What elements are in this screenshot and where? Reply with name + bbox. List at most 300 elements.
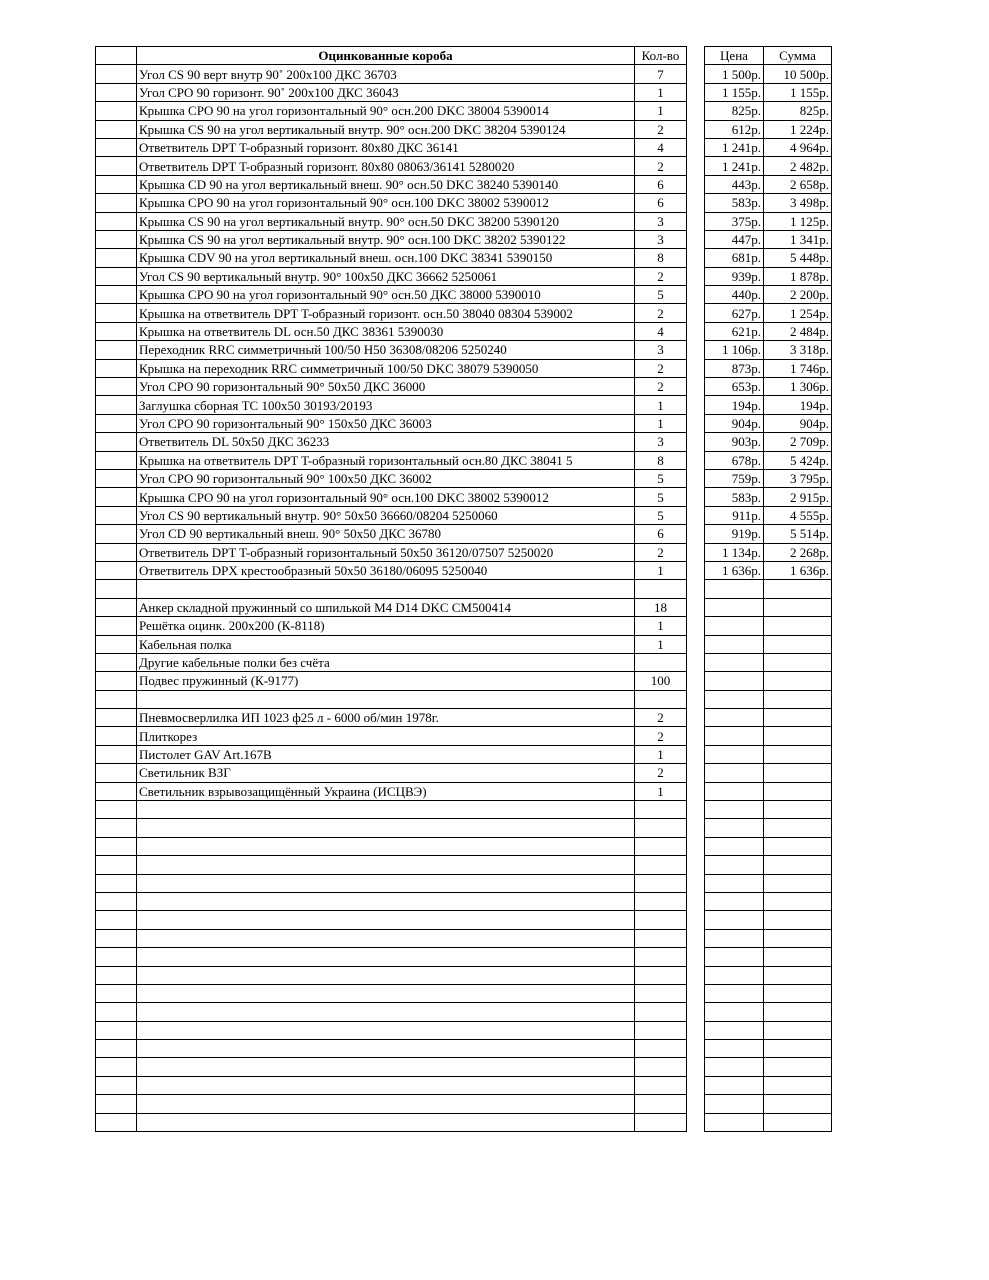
item-qty-cell[interactable] [635, 948, 687, 966]
item-name-cell[interactable]: Угол CS 90 верт внутр 90˚ 200х100 ДКС 36703 [137, 65, 635, 83]
item-name-cell[interactable]: Светильник ВЗГ [137, 764, 635, 782]
row-number-cell[interactable] [96, 1021, 137, 1039]
column-header-qty[interactable]: Кол-во [635, 47, 687, 65]
item-sum-cell[interactable]: 5 424р. [764, 451, 832, 469]
item-price-cell[interactable] [705, 1058, 764, 1076]
item-name-cell[interactable]: Угол CS 90 вертикальный внутр. 90° 100х50 ДКС 36662 5250061 [137, 267, 635, 285]
item-qty-cell[interactable]: 2 [635, 709, 687, 727]
row-number-cell[interactable] [96, 929, 137, 947]
row-number-cell[interactable] [96, 837, 137, 855]
table-row [96, 690, 687, 708]
row-number-cell[interactable] [96, 249, 137, 267]
item-price-cell[interactable] [705, 929, 764, 947]
item-sum-cell[interactable]: 3 795р. [764, 469, 832, 487]
row-number-cell[interactable] [96, 359, 137, 377]
item-sum-cell[interactable] [764, 617, 832, 635]
item-qty-cell[interactable] [635, 1040, 687, 1058]
item-sum-cell[interactable]: 5 448р. [764, 249, 832, 267]
item-price-cell[interactable] [705, 598, 764, 616]
item-qty-cell[interactable] [635, 892, 687, 910]
row-number-cell[interactable] [96, 764, 137, 782]
item-price-cell[interactable]: 903р. [705, 433, 764, 451]
row-number-cell[interactable] [96, 745, 137, 763]
item-price-cell[interactable]: 1 134р. [705, 543, 764, 561]
item-sum-cell[interactable]: 1 125р. [764, 212, 832, 230]
item-price-cell[interactable]: 612р. [705, 120, 764, 138]
item-sum-cell[interactable] [764, 580, 832, 598]
item-qty-cell[interactable] [635, 653, 687, 671]
item-name-cell[interactable]: Ответвитель DPT T-образный горизонтальный 50х50 36120/07507 5250020 [137, 543, 635, 561]
item-name-cell[interactable] [137, 801, 635, 819]
row-number-cell[interactable] [96, 1040, 137, 1058]
row-number-cell[interactable] [96, 506, 137, 524]
item-price-cell[interactable]: 939р. [705, 267, 764, 285]
item-name-cell[interactable] [137, 948, 635, 966]
item-qty-cell[interactable]: 2 [635, 359, 687, 377]
table-row [96, 525, 687, 543]
item-name-cell[interactable] [137, 856, 635, 874]
item-qty-cell[interactable]: 4 [635, 138, 687, 156]
item-price-cell[interactable] [705, 782, 764, 800]
item-name-cell[interactable] [137, 1076, 635, 1094]
item-name-cell[interactable]: Решётка оцинк. 200х200 (К-8118) [137, 617, 635, 635]
row-number-cell[interactable] [96, 1003, 137, 1021]
item-qty-cell[interactable]: 8 [635, 249, 687, 267]
item-sum-cell[interactable] [764, 782, 832, 800]
item-price-cell[interactable]: 1 636р. [705, 561, 764, 579]
item-price-cell[interactable] [705, 911, 764, 929]
item-qty-cell[interactable]: 2 [635, 764, 687, 782]
item-price-cell[interactable] [705, 653, 764, 671]
item-price-cell[interactable] [705, 837, 764, 855]
row-number-cell[interactable] [96, 672, 137, 690]
item-price-cell[interactable] [705, 690, 764, 708]
item-price-cell[interactable]: 447р. [705, 230, 764, 248]
item-sum-cell[interactable] [764, 598, 832, 616]
item-price-cell[interactable]: 443р. [705, 175, 764, 193]
item-price-cell[interactable] [705, 984, 764, 1002]
item-name-cell[interactable]: Угол CPO 90 горизонтальный 90° 100х50 ДКС 36002 [137, 469, 635, 487]
item-name-cell[interactable] [137, 1040, 635, 1058]
item-price-cell[interactable]: 621р. [705, 322, 764, 340]
item-qty-cell[interactable] [635, 1113, 687, 1131]
row-number-cell[interactable] [96, 175, 137, 193]
item-qty-cell[interactable]: 5 [635, 506, 687, 524]
item-sum-cell[interactable]: 825р. [764, 102, 832, 120]
item-qty-cell[interactable]: 2 [635, 727, 687, 745]
item-qty-cell[interactable]: 1 [635, 102, 687, 120]
item-qty-cell[interactable]: 1 [635, 617, 687, 635]
item-name-cell[interactable]: Светильник взрывозащищённый Украина (ИСЦВЭ) [137, 782, 635, 800]
row-number-cell[interactable] [96, 1058, 137, 1076]
row-number-cell[interactable] [96, 488, 137, 506]
item-sum-cell[interactable] [764, 837, 832, 855]
row-number-cell[interactable] [96, 635, 137, 653]
row-number-cell[interactable] [96, 892, 137, 910]
item-price-cell[interactable] [705, 801, 764, 819]
item-price-cell[interactable] [705, 1003, 764, 1021]
item-price-cell[interactable] [705, 874, 764, 892]
item-sum-cell[interactable]: 1 636р. [764, 561, 832, 579]
row-number-cell[interactable] [96, 286, 137, 304]
item-sum-cell[interactable]: 10 500р. [764, 65, 832, 83]
row-number-cell[interactable] [96, 120, 137, 138]
item-price-cell[interactable]: 1 106р. [705, 341, 764, 359]
item-price-cell[interactable]: 653р. [705, 378, 764, 396]
row-number-cell[interactable] [96, 378, 137, 396]
item-qty-cell[interactable]: 8 [635, 451, 687, 469]
item-qty-cell[interactable]: 18 [635, 598, 687, 616]
item-qty-cell[interactable]: 2 [635, 120, 687, 138]
row-number-cell[interactable] [96, 267, 137, 285]
item-name-cell[interactable] [137, 1058, 635, 1076]
row-number-cell[interactable] [96, 948, 137, 966]
row-number-cell[interactable] [96, 690, 137, 708]
row-number-cell[interactable] [96, 1076, 137, 1094]
item-name-cell[interactable]: Крышка на ответвитель DL осн.50 ДКС 38361 5390030 [137, 322, 635, 340]
item-qty-cell[interactable] [635, 819, 687, 837]
item-price-cell[interactable]: 904р. [705, 414, 764, 432]
column-header-price[interactable]: Цена [705, 47, 764, 65]
item-sum-cell[interactable]: 3 498р. [764, 194, 832, 212]
row-number-cell[interactable] [96, 874, 137, 892]
item-name-cell[interactable]: Крышка CPO 90 на угол горизонтальный 90° осн.50 ДКС 38000 5390010 [137, 286, 635, 304]
item-sum-cell[interactable] [764, 653, 832, 671]
item-qty-cell[interactable]: 5 [635, 286, 687, 304]
item-name-cell[interactable]: Подвес пружинный (К-9177) [137, 672, 635, 690]
table-row [705, 175, 832, 193]
row-number-cell[interactable] [96, 414, 137, 432]
item-qty-cell[interactable] [635, 911, 687, 929]
item-price-cell[interactable] [705, 1076, 764, 1094]
item-qty-cell[interactable]: 6 [635, 525, 687, 543]
item-sum-cell[interactable] [764, 801, 832, 819]
item-qty-cell[interactable]: 1 [635, 745, 687, 763]
item-price-cell[interactable]: 759р. [705, 469, 764, 487]
item-price-cell[interactable]: 583р. [705, 488, 764, 506]
item-sum-cell[interactable] [764, 892, 832, 910]
item-name-cell[interactable]: Переходник RRC симметричный 100/50 H50 36308/08206 5250240 [137, 341, 635, 359]
item-price-cell[interactable] [705, 1095, 764, 1113]
item-sum-cell[interactable]: 2 482р. [764, 157, 832, 175]
item-qty-cell[interactable] [635, 874, 687, 892]
item-sum-cell[interactable] [764, 819, 832, 837]
item-qty-cell[interactable]: 2 [635, 304, 687, 322]
row-number-cell[interactable] [96, 1113, 137, 1131]
item-price-cell[interactable]: 440р. [705, 286, 764, 304]
item-sum-cell[interactable] [764, 1021, 832, 1039]
item-sum-cell[interactable] [764, 745, 832, 763]
column-header-name[interactable]: Оцинкованные короба [137, 47, 635, 65]
item-qty-cell[interactable]: 4 [635, 322, 687, 340]
item-price-cell[interactable] [705, 745, 764, 763]
row-number-cell[interactable] [96, 230, 137, 248]
item-qty-cell[interactable] [635, 690, 687, 708]
row-number-cell[interactable] [96, 83, 137, 101]
item-sum-cell[interactable]: 194р. [764, 396, 832, 414]
item-qty-cell[interactable] [635, 1021, 687, 1039]
item-name-cell[interactable]: Угол CS 90 вертикальный внутр. 90° 50х50 36660/08204 5250060 [137, 506, 635, 524]
item-qty-cell[interactable]: 3 [635, 212, 687, 230]
row-number-cell[interactable] [96, 396, 137, 414]
row-number-cell[interactable] [96, 819, 137, 837]
item-sum-cell[interactable]: 1 878р. [764, 267, 832, 285]
item-sum-cell[interactable] [764, 672, 832, 690]
row-number-cell[interactable] [96, 304, 137, 322]
item-sum-cell[interactable]: 4 964р. [764, 138, 832, 156]
item-sum-cell[interactable]: 4 555р. [764, 506, 832, 524]
item-name-cell[interactable] [137, 819, 635, 837]
item-price-cell[interactable]: 375р. [705, 212, 764, 230]
item-qty-cell[interactable]: 2 [635, 157, 687, 175]
item-qty-cell[interactable]: 5 [635, 488, 687, 506]
empty-row [96, 1113, 687, 1131]
item-price-cell[interactable] [705, 1021, 764, 1039]
item-qty-cell[interactable]: 3 [635, 341, 687, 359]
item-name-cell[interactable]: Крышка CD 90 на угол вертикальный внеш. 90° осн.50 DKC 38240 5390140 [137, 175, 635, 193]
row-number-cell[interactable] [96, 65, 137, 83]
item-price-cell[interactable] [705, 1113, 764, 1131]
item-qty-cell[interactable]: 1 [635, 396, 687, 414]
item-name-cell[interactable] [137, 911, 635, 929]
item-price-cell[interactable]: 678р. [705, 451, 764, 469]
item-price-cell[interactable]: 1 241р. [705, 138, 764, 156]
item-price-cell[interactable] [705, 727, 764, 745]
item-name-cell[interactable] [137, 837, 635, 855]
item-qty-cell[interactable] [635, 1076, 687, 1094]
item-sum-cell[interactable]: 1 746р. [764, 359, 832, 377]
item-sum-cell[interactable]: 2 200р. [764, 286, 832, 304]
item-name-cell[interactable]: Плиткорез [137, 727, 635, 745]
item-qty-cell[interactable]: 3 [635, 230, 687, 248]
item-name-cell[interactable]: Крышка на ответвитель DPT T-образный горизонтальный осн.80 ДКС 38041 5 [137, 451, 635, 469]
item-qty-cell[interactable]: 2 [635, 543, 687, 561]
item-name-cell[interactable]: Крышка CS 90 на угол вертикальный внутр. 90° осн.50 DKC 38200 5390120 [137, 212, 635, 230]
item-sum-cell[interactable] [764, 1095, 832, 1113]
item-sum-cell[interactable] [764, 764, 832, 782]
item-sum-cell[interactable] [764, 856, 832, 874]
item-qty-cell[interactable]: 2 [635, 378, 687, 396]
item-price-cell[interactable]: 911р. [705, 506, 764, 524]
item-name-cell[interactable] [137, 1095, 635, 1113]
item-name-cell[interactable] [137, 690, 635, 708]
item-sum-cell[interactable]: 904р. [764, 414, 832, 432]
row-number-cell[interactable] [96, 561, 137, 579]
item-qty-cell[interactable]: 6 [635, 175, 687, 193]
item-name-cell[interactable]: Пневмосверлилка ИП 1023 ф25 л - 6000 об/мин 1978г. [137, 709, 635, 727]
item-name-cell[interactable] [137, 1003, 635, 1021]
item-qty-cell[interactable]: 1 [635, 414, 687, 432]
item-qty-cell[interactable]: 1 [635, 83, 687, 101]
item-sum-cell[interactable] [764, 948, 832, 966]
row-number-cell[interactable] [96, 194, 137, 212]
row-number-cell[interactable] [96, 341, 137, 359]
item-name-cell[interactable] [137, 874, 635, 892]
item-name-cell[interactable]: Ответвитель DPT T-образный горизонт. 80х80 ДКС 36141 [137, 138, 635, 156]
item-sum-cell[interactable] [764, 635, 832, 653]
item-name-cell[interactable] [137, 966, 635, 984]
row-number-cell[interactable] [96, 525, 137, 543]
item-name-cell[interactable]: Крышка CPO 90 на угол горизонтальный 90° осн.200 DKC 38004 5390014 [137, 102, 635, 120]
item-name-cell[interactable]: Угол CPO 90 горизонтальный 90° 150х50 ДКС 36003 [137, 414, 635, 432]
item-sum-cell[interactable] [764, 727, 832, 745]
row-number-cell[interactable] [96, 1095, 137, 1113]
item-sum-cell[interactable] [764, 929, 832, 947]
item-sum-cell[interactable]: 1 224р. [764, 120, 832, 138]
item-qty-cell[interactable] [635, 929, 687, 947]
item-sum-cell[interactable] [764, 1003, 832, 1021]
row-number-cell[interactable] [96, 782, 137, 800]
item-price-cell[interactable] [705, 617, 764, 635]
column-header-sum[interactable]: Сумма [764, 47, 832, 65]
item-name-cell[interactable]: Заглушка сборная TC 100х50 30193/20193 [137, 396, 635, 414]
item-price-cell[interactable] [705, 672, 764, 690]
item-price-cell[interactable] [705, 948, 764, 966]
item-qty-cell[interactable]: 100 [635, 672, 687, 690]
row-number-cell[interactable] [96, 212, 137, 230]
item-name-cell[interactable]: Другие кабельные полки без счёта [137, 653, 635, 671]
item-name-cell[interactable]: Крышка CS 90 на угол вертикальный внутр. 90° осн.100 DKC 38202 5390122 [137, 230, 635, 248]
item-price-cell[interactable]: 583р. [705, 194, 764, 212]
item-sum-cell[interactable]: 3 318р. [764, 341, 832, 359]
row-number-cell[interactable] [96, 102, 137, 120]
row-number-cell[interactable] [96, 322, 137, 340]
item-name-cell[interactable]: Ответвитель DPX крестообразный 50х50 36180/06095 5250040 [137, 561, 635, 579]
row-number-cell[interactable] [96, 653, 137, 671]
row-number-cell[interactable] [96, 617, 137, 635]
item-qty-cell[interactable] [635, 1003, 687, 1021]
row-number-cell[interactable] [96, 433, 137, 451]
item-sum-cell[interactable] [764, 984, 832, 1002]
item-price-cell[interactable] [705, 819, 764, 837]
item-sum-cell[interactable] [764, 1113, 832, 1131]
row-number-cell[interactable] [96, 966, 137, 984]
row-number-cell[interactable] [96, 543, 137, 561]
item-sum-cell[interactable]: 2 709р. [764, 433, 832, 451]
row-number-cell[interactable] [96, 47, 137, 65]
item-qty-cell[interactable] [635, 1058, 687, 1076]
row-number-cell[interactable] [96, 709, 137, 727]
item-name-cell[interactable] [137, 1113, 635, 1131]
item-sum-cell[interactable]: 5 514р. [764, 525, 832, 543]
item-price-cell[interactable]: 873р. [705, 359, 764, 377]
item-name-cell[interactable]: Крышка CPO 90 на угол горизонтальный 90° осн.100 DKC 38002 5390012 [137, 194, 635, 212]
item-name-cell[interactable] [137, 580, 635, 598]
item-sum-cell[interactable] [764, 966, 832, 984]
item-sum-cell[interactable]: 2 268р. [764, 543, 832, 561]
item-qty-cell[interactable]: 1 [635, 782, 687, 800]
item-sum-cell[interactable] [764, 874, 832, 892]
item-price-cell[interactable] [705, 892, 764, 910]
row-number-cell[interactable] [96, 598, 137, 616]
row-number-cell[interactable] [96, 580, 137, 598]
item-sum-cell[interactable]: 1 341р. [764, 230, 832, 248]
row-number-cell[interactable] [96, 451, 137, 469]
item-name-cell[interactable]: Крышка CPO 90 на угол горизонтальный 90° осн.100 DKC 38002 5390012 [137, 488, 635, 506]
item-sum-cell[interactable] [764, 1058, 832, 1076]
item-qty-cell[interactable] [635, 984, 687, 1002]
row-number-cell[interactable] [96, 469, 137, 487]
item-qty-cell[interactable] [635, 801, 687, 819]
item-qty-cell[interactable]: 2 [635, 267, 687, 285]
item-sum-cell[interactable] [764, 709, 832, 727]
item-qty-cell[interactable] [635, 1095, 687, 1113]
item-sum-cell[interactable]: 2 915р. [764, 488, 832, 506]
item-price-cell[interactable] [705, 764, 764, 782]
item-price-cell[interactable]: 194р. [705, 396, 764, 414]
item-qty-cell[interactable]: 6 [635, 194, 687, 212]
item-price-cell[interactable]: 681р. [705, 249, 764, 267]
empty-row [705, 856, 832, 874]
item-qty-cell[interactable] [635, 580, 687, 598]
row-number-cell[interactable] [96, 856, 137, 874]
item-name-cell[interactable]: Крышка на ответвитель DPT T-образный горизонт. осн.50 38040 08304 539002 [137, 304, 635, 322]
item-qty-cell[interactable]: 1 [635, 561, 687, 579]
item-name-cell[interactable]: Угол CD 90 вертикальный внеш. 90° 50х50 ДКС 36780 [137, 525, 635, 543]
item-price-cell[interactable] [705, 856, 764, 874]
item-qty-cell[interactable]: 7 [635, 65, 687, 83]
item-price-cell[interactable]: 919р. [705, 525, 764, 543]
row-number-cell[interactable] [96, 801, 137, 819]
item-name-cell[interactable] [137, 1021, 635, 1039]
item-sum-cell[interactable] [764, 1076, 832, 1094]
item-sum-cell[interactable] [764, 690, 832, 708]
item-price-cell[interactable] [705, 580, 764, 598]
item-sum-cell[interactable]: 1 254р. [764, 304, 832, 322]
item-price-cell[interactable]: 1 155р. [705, 83, 764, 101]
item-name-cell[interactable]: Угол CPO 90 горизонтальный 90° 50х50 ДКС 36000 [137, 378, 635, 396]
item-sum-cell[interactable]: 1 306р. [764, 378, 832, 396]
item-sum-cell[interactable] [764, 1040, 832, 1058]
row-number-cell[interactable] [96, 911, 137, 929]
item-sum-cell[interactable]: 1 155р. [764, 83, 832, 101]
item-name-cell[interactable] [137, 892, 635, 910]
item-price-cell[interactable] [705, 1040, 764, 1058]
item-price-cell[interactable]: 1 241р. [705, 157, 764, 175]
item-name-cell[interactable]: Ответвитель DL 50х50 ДКС 36233 [137, 433, 635, 451]
item-qty-cell[interactable] [635, 837, 687, 855]
item-sum-cell[interactable]: 2 658р. [764, 175, 832, 193]
item-name-cell[interactable]: Крышка на переходник RRC симметричный 100/50 DKC 38079 5390050 [137, 359, 635, 377]
row-number-cell[interactable] [96, 157, 137, 175]
item-qty-cell[interactable]: 3 [635, 433, 687, 451]
item-name-cell[interactable] [137, 929, 635, 947]
row-number-cell[interactable] [96, 984, 137, 1002]
item-sum-cell[interactable] [764, 911, 832, 929]
item-qty-cell[interactable] [635, 966, 687, 984]
item-price-cell[interactable]: 627р. [705, 304, 764, 322]
item-price-cell[interactable]: 1 500р. [705, 65, 764, 83]
item-price-cell[interactable]: 825р. [705, 102, 764, 120]
item-qty-cell[interactable]: 1 [635, 635, 687, 653]
item-price-cell[interactable] [705, 966, 764, 984]
item-name-cell[interactable]: Угол CPO 90 горизонт. 90˚ 200х100 ДКС 36043 [137, 83, 635, 101]
item-qty-cell[interactable]: 5 [635, 469, 687, 487]
item-price-cell[interactable] [705, 709, 764, 727]
item-sum-cell[interactable]: 2 484р. [764, 322, 832, 340]
item-price-cell[interactable] [705, 635, 764, 653]
item-name-cell[interactable]: Кабельная полка [137, 635, 635, 653]
row-number-cell[interactable] [96, 138, 137, 156]
item-name-cell[interactable]: Крышка CS 90 на угол вертикальный внутр. 90° осн.200 DKC 38204 5390124 [137, 120, 635, 138]
item-name-cell[interactable]: Анкер складной пружинный со шпилькой M4 D14 DKC CM500414 [137, 598, 635, 616]
item-qty-cell[interactable] [635, 856, 687, 874]
item-name-cell[interactable] [137, 984, 635, 1002]
item-name-cell[interactable]: Ответвитель DPT T-образный горизонт. 80х80 08063/36141 5280020 [137, 157, 635, 175]
item-name-cell[interactable]: Пистолет GAV Art.167B [137, 745, 635, 763]
item-name-cell[interactable]: Крышка CDV 90 на угол вертикальный внеш. осн.100 DKC 38341 5390150 [137, 249, 635, 267]
row-number-cell[interactable] [96, 727, 137, 745]
